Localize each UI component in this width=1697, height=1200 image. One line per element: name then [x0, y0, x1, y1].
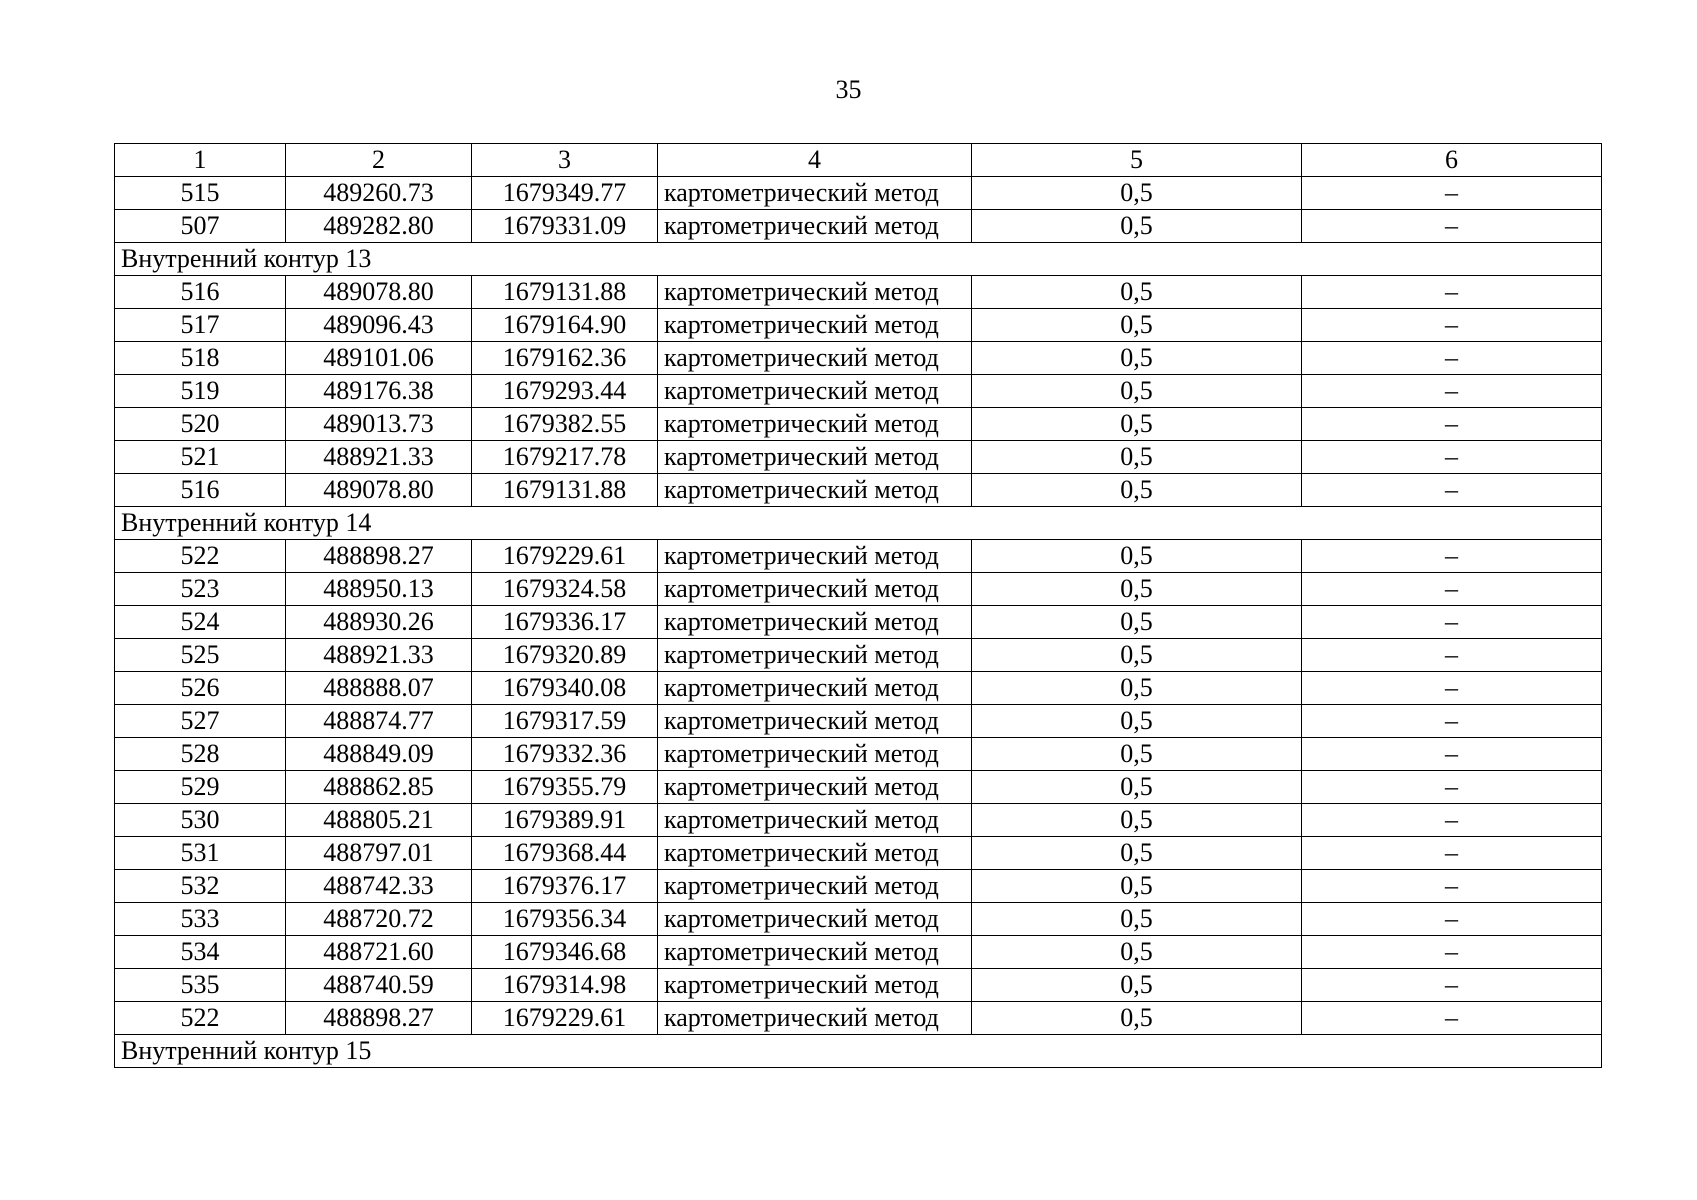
x-coordinate-cell: 488797.01 — [286, 837, 472, 870]
note-cell: – — [1302, 837, 1602, 870]
point-number-cell: 516 — [115, 474, 286, 507]
note-cell: – — [1302, 969, 1602, 1002]
note-cell: – — [1302, 540, 1602, 573]
accuracy-cell: 0,5 — [972, 474, 1302, 507]
y-coordinate-cell: 1679376.17 — [472, 870, 658, 903]
y-coordinate-cell: 1679314.98 — [472, 969, 658, 1002]
accuracy-cell: 0,5 — [972, 177, 1302, 210]
x-coordinate-cell: 489096.43 — [286, 309, 472, 342]
table-row — [115, 408, 1602, 441]
table-row — [115, 1002, 1602, 1035]
accuracy-cell: 0,5 — [972, 342, 1302, 375]
x-coordinate-cell: 489013.73 — [286, 408, 472, 441]
point-number-cell: 524 — [115, 606, 286, 639]
point-number-cell: 516 — [115, 276, 286, 309]
method-cell: картометрический метод — [658, 903, 972, 936]
accuracy-cell: 0,5 — [972, 837, 1302, 870]
y-coordinate-cell: 1679131.88 — [472, 276, 658, 309]
x-coordinate-cell: 488930.26 — [286, 606, 472, 639]
point-number-cell: 525 — [115, 639, 286, 672]
note-cell: – — [1302, 408, 1602, 441]
accuracy-cell: 0,5 — [972, 804, 1302, 837]
accuracy-cell: 0,5 — [972, 969, 1302, 1002]
method-cell: картометрический метод — [658, 837, 972, 870]
section-title: Внутренний контур 14 — [115, 507, 1602, 540]
accuracy-cell: 0,5 — [972, 705, 1302, 738]
accuracy-cell: 0,5 — [972, 309, 1302, 342]
x-coordinate-cell: 488921.33 — [286, 441, 472, 474]
table-row — [115, 936, 1602, 969]
method-cell: картометрический метод — [658, 441, 972, 474]
y-coordinate-cell: 1679324.58 — [472, 573, 658, 606]
table-row — [115, 474, 1602, 507]
note-cell: – — [1302, 606, 1602, 639]
coordinates-table — [114, 143, 1602, 1068]
accuracy-cell: 0,5 — [972, 210, 1302, 243]
method-cell: картометрический метод — [658, 474, 972, 507]
method-cell: картометрический метод — [658, 738, 972, 771]
method-cell: картометрический метод — [658, 969, 972, 1002]
point-number-cell: 527 — [115, 705, 286, 738]
y-coordinate-cell: 1679131.88 — [472, 474, 658, 507]
section-title: Внутренний контур 15 — [115, 1035, 1602, 1068]
note-cell: – — [1302, 177, 1602, 210]
method-cell: картометрический метод — [658, 342, 972, 375]
note-cell: – — [1302, 342, 1602, 375]
accuracy-cell: 0,5 — [972, 639, 1302, 672]
table-row — [115, 210, 1602, 243]
x-coordinate-cell: 489282.80 — [286, 210, 472, 243]
y-coordinate-cell: 1679346.68 — [472, 936, 658, 969]
y-coordinate-cell: 1679293.44 — [472, 375, 658, 408]
accuracy-cell: 0,5 — [972, 771, 1302, 804]
x-coordinate-cell: 488740.59 — [286, 969, 472, 1002]
y-coordinate-cell: 1679229.61 — [472, 540, 658, 573]
note-cell: – — [1302, 375, 1602, 408]
method-cell: картометрический метод — [658, 573, 972, 606]
note-cell: – — [1302, 738, 1602, 771]
note-cell: – — [1302, 903, 1602, 936]
y-coordinate-cell: 1679217.78 — [472, 441, 658, 474]
x-coordinate-cell: 489176.38 — [286, 375, 472, 408]
point-number-cell: 521 — [115, 441, 286, 474]
point-number-cell: 533 — [115, 903, 286, 936]
y-coordinate-cell: 1679389.91 — [472, 804, 658, 837]
x-coordinate-cell: 488921.33 — [286, 639, 472, 672]
table-row — [115, 969, 1602, 1002]
header-cell-2: 2 — [286, 144, 472, 177]
header-cell-1: 1 — [115, 144, 286, 177]
note-cell: – — [1302, 639, 1602, 672]
table-row — [115, 606, 1602, 639]
accuracy-cell: 0,5 — [972, 903, 1302, 936]
point-number-cell: 531 — [115, 837, 286, 870]
table-row — [115, 639, 1602, 672]
accuracy-cell: 0,5 — [972, 1002, 1302, 1035]
method-cell: картометрический метод — [658, 870, 972, 903]
table-row — [115, 276, 1602, 309]
y-coordinate-cell: 1679349.77 — [472, 177, 658, 210]
accuracy-cell: 0,5 — [972, 408, 1302, 441]
x-coordinate-cell: 488888.07 — [286, 672, 472, 705]
table-row — [115, 540, 1602, 573]
point-number-cell: 523 — [115, 573, 286, 606]
accuracy-cell: 0,5 — [972, 540, 1302, 573]
accuracy-cell: 0,5 — [972, 672, 1302, 705]
point-number-cell: 519 — [115, 375, 286, 408]
table-body — [115, 144, 1602, 1068]
table-row — [115, 375, 1602, 408]
note-cell: – — [1302, 936, 1602, 969]
method-cell: картометрический метод — [658, 1002, 972, 1035]
table-row — [115, 441, 1602, 474]
table-row — [115, 672, 1602, 705]
point-number-cell: 530 — [115, 804, 286, 837]
y-coordinate-cell: 1679320.89 — [472, 639, 658, 672]
page-number: 35 — [835, 75, 862, 104]
note-cell: – — [1302, 672, 1602, 705]
table-row — [115, 342, 1602, 375]
x-coordinate-cell: 488720.72 — [286, 903, 472, 936]
table-row — [115, 309, 1602, 342]
x-coordinate-cell: 488898.27 — [286, 1002, 472, 1035]
table-row — [115, 870, 1602, 903]
note-cell: – — [1302, 804, 1602, 837]
y-coordinate-cell: 1679368.44 — [472, 837, 658, 870]
section-row — [115, 507, 1602, 540]
x-coordinate-cell: 488721.60 — [286, 936, 472, 969]
method-cell: картометрический метод — [658, 309, 972, 342]
accuracy-cell: 0,5 — [972, 375, 1302, 408]
note-cell: – — [1302, 276, 1602, 309]
note-cell: – — [1302, 705, 1602, 738]
y-coordinate-cell: 1679336.17 — [472, 606, 658, 639]
y-coordinate-cell: 1679355.79 — [472, 771, 658, 804]
table-row — [115, 903, 1602, 936]
point-number-cell: 526 — [115, 672, 286, 705]
point-number-cell: 534 — [115, 936, 286, 969]
section-row — [115, 243, 1602, 276]
accuracy-cell: 0,5 — [972, 276, 1302, 309]
accuracy-cell: 0,5 — [972, 606, 1302, 639]
header-cell-5: 5 — [972, 144, 1302, 177]
x-coordinate-cell: 489101.06 — [286, 342, 472, 375]
y-coordinate-cell: 1679331.09 — [472, 210, 658, 243]
table-row — [115, 573, 1602, 606]
method-cell: картометрический метод — [658, 375, 972, 408]
point-number-cell: 520 — [115, 408, 286, 441]
accuracy-cell: 0,5 — [972, 936, 1302, 969]
method-cell: картометрический метод — [658, 210, 972, 243]
point-number-cell: 507 — [115, 210, 286, 243]
note-cell: – — [1302, 441, 1602, 474]
method-cell: картометрический метод — [658, 639, 972, 672]
accuracy-cell: 0,5 — [972, 738, 1302, 771]
point-number-cell: 535 — [115, 969, 286, 1002]
x-coordinate-cell: 489260.73 — [286, 177, 472, 210]
note-cell: – — [1302, 1002, 1602, 1035]
y-coordinate-cell: 1679162.36 — [472, 342, 658, 375]
method-cell: картометрический метод — [658, 408, 972, 441]
header-cell-4: 4 — [658, 144, 972, 177]
method-cell: картометрический метод — [658, 804, 972, 837]
method-cell: картометрический метод — [658, 177, 972, 210]
y-coordinate-cell: 1679340.08 — [472, 672, 658, 705]
table-row — [115, 705, 1602, 738]
accuracy-cell: 0,5 — [972, 441, 1302, 474]
note-cell: – — [1302, 771, 1602, 804]
y-coordinate-cell: 1679332.36 — [472, 738, 658, 771]
table-row — [115, 771, 1602, 804]
header-cell-6: 6 — [1302, 144, 1602, 177]
method-cell: картометрический метод — [658, 771, 972, 804]
method-cell: картометрический метод — [658, 276, 972, 309]
table-row — [115, 837, 1602, 870]
x-coordinate-cell: 488950.13 — [286, 573, 472, 606]
point-number-cell: 522 — [115, 540, 286, 573]
x-coordinate-cell: 488849.09 — [286, 738, 472, 771]
method-cell: картометрический метод — [658, 936, 972, 969]
note-cell: – — [1302, 474, 1602, 507]
x-coordinate-cell: 488805.21 — [286, 804, 472, 837]
y-coordinate-cell: 1679382.55 — [472, 408, 658, 441]
point-number-cell: 517 — [115, 309, 286, 342]
header-cell-3: 3 — [472, 144, 658, 177]
x-coordinate-cell: 488742.33 — [286, 870, 472, 903]
method-cell: картометрический метод — [658, 705, 972, 738]
x-coordinate-cell: 489078.80 — [286, 276, 472, 309]
y-coordinate-cell: 1679229.61 — [472, 1002, 658, 1035]
table-header-row — [115, 144, 1602, 177]
note-cell: – — [1302, 870, 1602, 903]
x-coordinate-cell: 488898.27 — [286, 540, 472, 573]
point-number-cell: 515 — [115, 177, 286, 210]
accuracy-cell: 0,5 — [972, 870, 1302, 903]
y-coordinate-cell: 1679356.34 — [472, 903, 658, 936]
point-number-cell: 529 — [115, 771, 286, 804]
method-cell: картометрический метод — [658, 672, 972, 705]
table-row — [115, 738, 1602, 771]
y-coordinate-cell: 1679317.59 — [472, 705, 658, 738]
point-number-cell: 522 — [115, 1002, 286, 1035]
accuracy-cell: 0,5 — [972, 573, 1302, 606]
section-row — [115, 1035, 1602, 1068]
x-coordinate-cell: 489078.80 — [286, 474, 472, 507]
method-cell: картометрический метод — [658, 540, 972, 573]
table-row — [115, 177, 1602, 210]
point-number-cell: 528 — [115, 738, 286, 771]
note-cell: – — [1302, 210, 1602, 243]
point-number-cell: 518 — [115, 342, 286, 375]
x-coordinate-cell: 488862.85 — [286, 771, 472, 804]
y-coordinate-cell: 1679164.90 — [472, 309, 658, 342]
note-cell: – — [1302, 573, 1602, 606]
x-coordinate-cell: 488874.77 — [286, 705, 472, 738]
table-row — [115, 804, 1602, 837]
section-title: Внутренний контур 13 — [115, 243, 1602, 276]
method-cell: картометрический метод — [658, 606, 972, 639]
point-number-cell: 532 — [115, 870, 286, 903]
note-cell: – — [1302, 309, 1602, 342]
